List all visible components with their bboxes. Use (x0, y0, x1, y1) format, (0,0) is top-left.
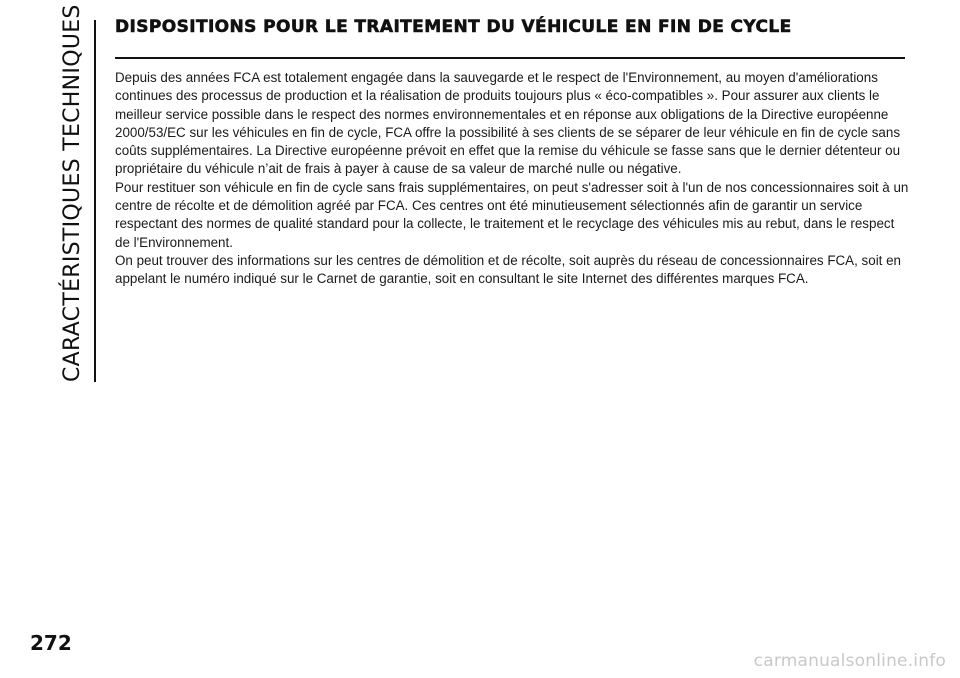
paragraph-information: On peut trouver des informations sur les centres de démolition et de récolte, soit auprès du réseau de concessionnaires FCA, soit en appelant le numéro indiqué sur le Carnet de garantie, soit en consultant le site Internet des différentes marques FCA. (115, 252, 902, 287)
paragraph-return-vehicle: Pour restituer son véhicule en fin de cycle sans frais supplémentaires, on peut s'adresser soit à l'un de nos concessionnaires soit à un centre de récolte et de démolition agréé par FCA. Ces centres ont été minutieusement sélectionnés afin de garantir un service respectant des normes de qualité standard pour la collecte, le traitement et le recyclage des véhicules mis au rebut, dans le respect de l'Environnement. (115, 179, 909, 250)
section-divider-vertical (94, 20, 96, 382)
watermark: carmanualsonline.info (753, 651, 946, 671)
article-body (115, 69, 910, 289)
section-title: CARACTÉRISTIQUES TECHNIQUES (60, 4, 85, 382)
heading-underline (115, 57, 905, 59)
paragraph-environment: Depuis des années FCA est totalement engagée dans la sauvegarde et le respect de l'Environnement, au moyen d'améliorations continues des processus de production et la réalisation de produits toujours plus « éco-compatibles ». Pour assurer aux clients le meilleur service possible dans le respect des normes environnementales et en réponse aux obligations de la Directive européenne 2000/53/EC sur les véhicules en fin de cycle, FCA offre la possibilité à ses clients de se séparer de leur véhicule en fin de cycle sans coûts supplémentaires. La Directive européenne prévoit en effet que la remise du véhicule se fasse sans que le dernier détenteur ou propriétaire du véhicule n’ait de frais à payer à cause de sa valeur de marché nulle ou négative. (115, 70, 901, 177)
page-heading: DISPOSITIONS POUR LE TRAITEMENT DU VÉHICULE EN FIN DE CYCLE (115, 17, 792, 37)
page-number: 272 (30, 631, 72, 655)
section-title-vertical-container (60, 4, 88, 382)
